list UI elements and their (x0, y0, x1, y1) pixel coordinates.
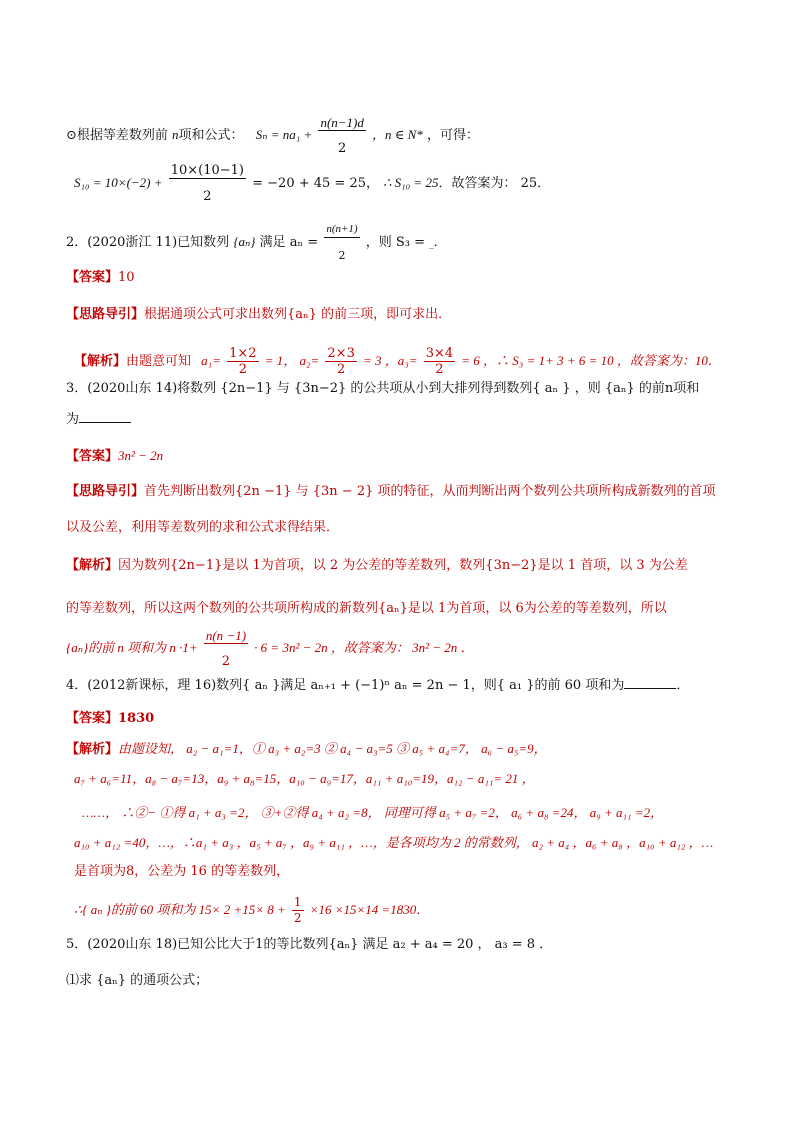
solution-label: 【解析】 (66, 742, 119, 757)
solution-text: ∴{ aₙ }的前 60 项和为 15× 2 +15× 8 + (74, 902, 286, 917)
question-2 (66, 222, 447, 263)
question-5-line-2 (66, 973, 208, 989)
fraction-numerator: 1×2 (229, 346, 257, 361)
text-segment: ． (433, 235, 447, 250)
fraction-numerator: 10×(10−1) (170, 163, 244, 178)
fraction (204, 628, 248, 669)
solution-line (74, 346, 721, 377)
solution-text: 是首项为8，公差为 16 的等差数列， (74, 864, 290, 879)
question-5-line-1 (66, 937, 552, 953)
solution-line-3 (66, 628, 474, 669)
solution-text: a₇ + a₆=11，a₈ − a₇=13，a₉ + a₈=15，a₁₀ − a₉=17，a₁₁ + a₁₀=19，a₁₂ − a₁₁= 21 ， (74, 771, 535, 786)
formula-rhs: = −20 + 45 = 25， (252, 176, 379, 191)
answer-label: 【答案】 (66, 270, 119, 285)
fraction (325, 346, 356, 377)
solution-text: 的等差数列，所以这两个数列的公共项所构成的新数列{aₙ}是以 1为首项，以 6为公差的等差数列，所以 (66, 601, 667, 616)
solution-line-1 (66, 558, 688, 574)
question-text: 4．(2012新课标，理 16)数列{ aₙ }满足 aₙ₊₁ + (−1)ⁿ aₙ = 2n − 1，则{ a₁ }的前 60 项和为 (66, 678, 625, 693)
solution-line-3 (82, 805, 663, 822)
hint-label: 【思路导引】 (66, 307, 145, 322)
fraction-numerator: n(n+1) (324, 222, 359, 238)
solution-line-4 (74, 835, 713, 852)
solution-text: ……， ∴②− ①得 a₁ + a₃ =2， ③+②得 a₄ + a₂ =8， 同理可得 a₅ + a₇ =2， a₆ + a₈ =24， a₉ + a₁₁ =2， (82, 805, 664, 820)
answer-value: 3n² − 2n (118, 448, 164, 463)
text-segment: ，可得： (426, 128, 479, 143)
fraction (324, 222, 359, 263)
answer-label: 【答案】 (66, 449, 119, 464)
solution-label: 【解析】 (74, 354, 127, 369)
solution-label: 【解析】 (66, 558, 119, 573)
text-segment: 满足 aₙ = (259, 235, 319, 250)
answer-line (66, 711, 154, 727)
fraction-numerator: 1 (293, 895, 302, 909)
solution-text: ×16 ×15×14 =1830． (309, 902, 430, 917)
hint-text: 以及公差，利用等差数列的求和公式求得结果． (66, 520, 340, 535)
fraction-denominator: 2 (338, 249, 346, 262)
answer-text: ．故答案为： 25． (438, 176, 551, 191)
math-expr: = 6 ，∴ S₃ = 1+ 3 + 6 = 10 ，故答案为：10． (461, 353, 721, 368)
fraction-denominator: 2 (435, 362, 444, 377)
solution-text: 因为数列{2n−1}是以 1为首项，以 2 为公差的等差数列，数列{3n−2}是以 1 首项，以 3 为公差 (118, 558, 688, 573)
text-segment: ，则 S₃ = (365, 235, 430, 250)
hint-text: 根据通项公式可求出数列{aₙ} 的前三项，即可求出． (144, 307, 452, 322)
text-segment: 由题意可知 (126, 354, 192, 369)
hint-line-2 (66, 520, 339, 536)
math-expr: = 1， a₂= (264, 353, 320, 368)
answer-label: 【答案】 (66, 711, 119, 726)
solution-line-1 (66, 741, 547, 758)
solution-line-5 (74, 864, 289, 880)
fraction (227, 346, 258, 377)
text-segment: ⊙根据等差数列前 (66, 128, 168, 143)
solution-line-6 (74, 895, 429, 926)
fraction-numerator: n(n −1) (205, 628, 247, 643)
answer-blank (624, 677, 676, 689)
therefore-statement: ∴ S₁₀ = 25 (383, 175, 439, 190)
solution-line-2 (74, 771, 535, 788)
math-expr: = 3 ，a₃= (362, 353, 418, 368)
fraction-denominator: 2 (336, 362, 346, 377)
fraction-denominator: 2 (338, 141, 347, 156)
solution-line-1 (66, 115, 479, 156)
answer-blank: _ (429, 239, 434, 249)
question-head: 2．(2020浙江 11)已知数列 (66, 235, 230, 250)
question-3-line-1 (66, 381, 699, 397)
fraction-numerator: n(n−1)d (320, 115, 364, 130)
answer-value: 10 (118, 270, 135, 285)
question-4: 4．(2012新课标，理 16)数列{ aₙ }满足 aₙ₊₁ + (−1)ⁿ aₙ = 2n − 1，则{ a₁ }的前 60 项和为 ． (66, 678, 690, 693)
math-expr: a₁= (201, 353, 221, 368)
answer-blank (79, 411, 131, 423)
fraction-denominator: 2 (238, 362, 247, 377)
fraction-denominator: 2 (293, 911, 302, 925)
answer-value: 1830 (118, 711, 155, 726)
question-text: 3．(2020山东 14)将数列 {2n−1} 与 {3n−2} 的公共项从小到大排列得到数列{ aₙ } ，则 {aₙ} 的前n项和 (66, 381, 700, 396)
solution-line-2 (66, 601, 667, 617)
solution-text: {aₙ}的前 n 项和为 n ·1+ (66, 640, 198, 655)
solution-line-2 (74, 163, 550, 204)
math-var: n (172, 127, 179, 142)
solution-text: a₁₀ + a₁₂ =40，…，∴a₁ + a₃ ，a₅ + a₇ ，a₉ + a₁₁ ，…，是各项均为 2 的常数列， a₂ + a₄ ，a₆ + a₈ ，a₁₀ + a₁₂ ，… (74, 835, 714, 850)
answer-line (66, 270, 135, 286)
question-3-line-2 (66, 411, 131, 428)
solution-text: · 6 = 3n² − 2n ，故答案为： 3n² − 2n ． (254, 640, 474, 655)
fraction (292, 895, 304, 926)
hint-line (66, 307, 451, 323)
fraction (169, 163, 246, 204)
answer-line (66, 448, 163, 465)
hint-line-1 (66, 484, 716, 500)
fraction-numerator: 2×3 (327, 346, 355, 361)
question-text: 为 (66, 412, 80, 427)
question-text: 5．(2020山东 18)已知公比大于1的等比数列{aₙ} 满足 a₂ + a₄ = 20 ， a₃ = 8 ． (66, 937, 553, 952)
fraction (424, 346, 455, 377)
sequence-symbol: {aₙ} (233, 234, 256, 249)
hint-label: 【思路导引】 (66, 484, 145, 499)
fraction-denominator: 2 (203, 189, 212, 204)
solution-text: 由题设知， a₂ − a₁=1，① a₃ + a₂=3 ② a₄ − a₃=5 ③ a₅ + a₄=7， a₆ − a₅=9， (118, 741, 547, 756)
formula-lhs: S₁₀ = 10×(−2) + (74, 175, 163, 190)
hint-text: 首先判断出数列{2n −1} 与 {3n − 2} 项的特征，从而判断出两个数列公共项所构成新数列的首项 (144, 484, 716, 499)
question-text: ⑴求 {aₙ} 的通项公式； (66, 973, 209, 988)
fraction-denominator: 2 (221, 654, 231, 669)
fraction-numerator: 3×4 (425, 346, 454, 361)
fraction (318, 115, 365, 156)
formula-lhs: Sₙ = na₁ + (255, 127, 313, 142)
formula-condition: ，n ∈ N* (372, 127, 423, 142)
text-segment: 项和公式： (178, 128, 244, 143)
